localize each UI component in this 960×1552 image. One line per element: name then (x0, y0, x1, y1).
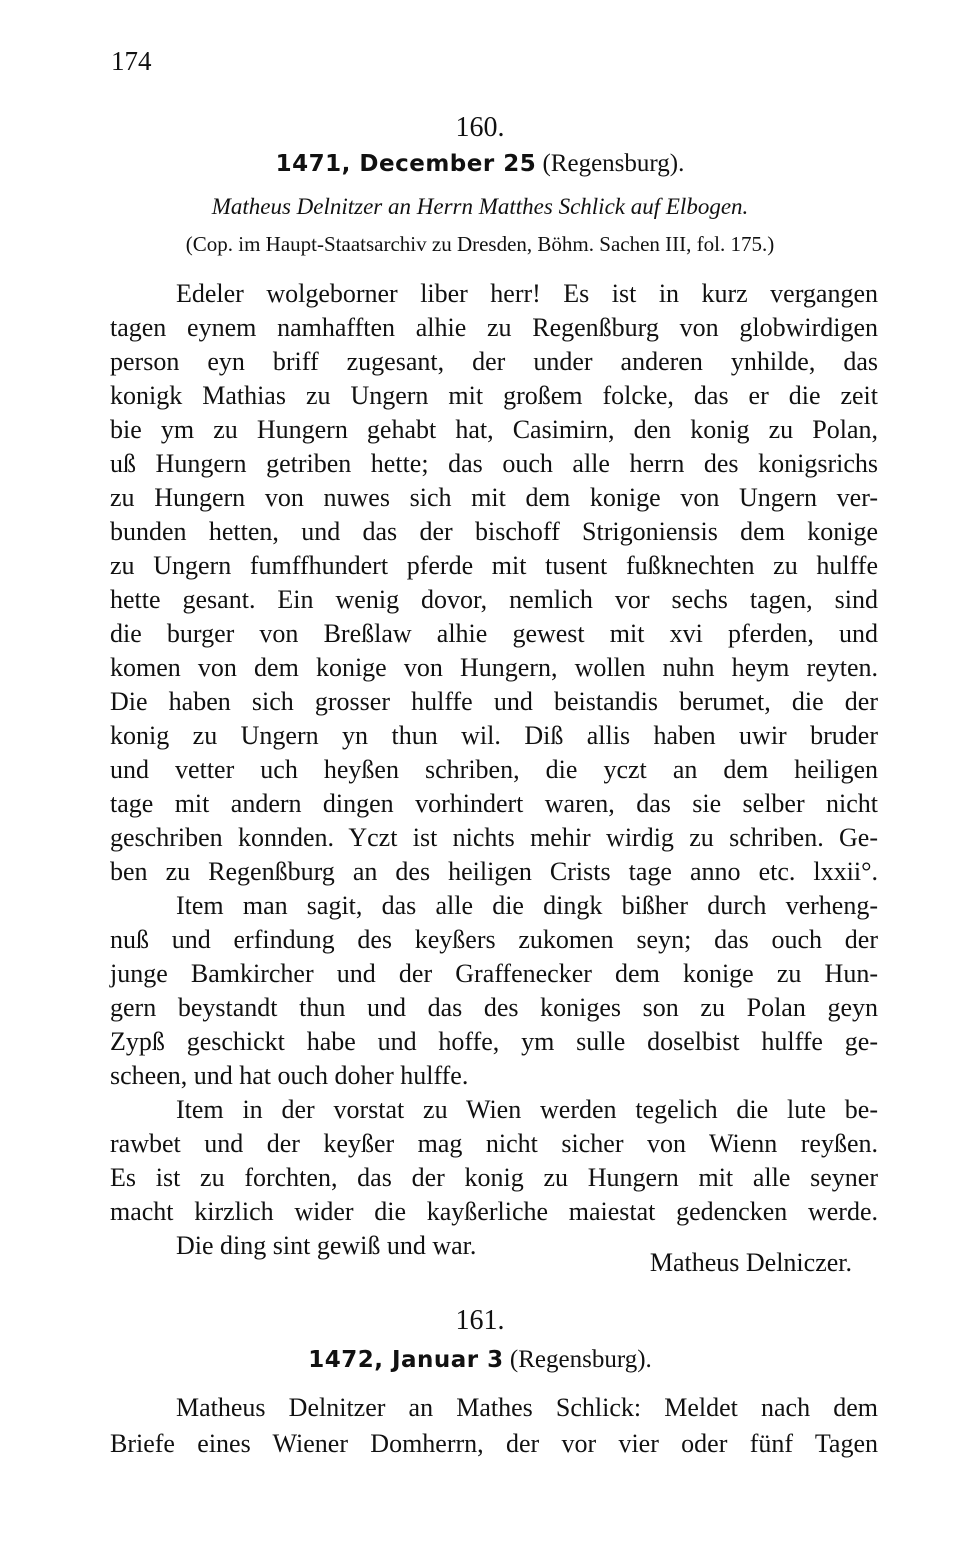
text-line: konig zu Ungern yn thun wil. Diß allis haben uwir bruder (110, 721, 878, 750)
document-date-160: 1471, December 25 (275, 151, 537, 177)
text-line: Zypß geschickt habe und hoffe, ym sulle doselbist hulffe ge- (110, 1027, 878, 1056)
text-line: konigk Mathias zu Ungern mit großem folcke, das er die zeit (110, 381, 878, 410)
document-dateline-160 (0, 150, 960, 178)
text-line: zu Ungern fumffhundert pferde mit tusent fußknechten zu hulffe (110, 551, 878, 580)
text-line: gern beystandt thun und das des koniges son zu Polan geyn (110, 993, 878, 1022)
text-line: nuß und erfindung des keyßers zukomen seyn; das ouch der (110, 925, 878, 954)
document-number-161: 161. (455, 1305, 505, 1336)
text-line: Edeler wolgeborner liber herr! Es ist in kurz vergangen (176, 279, 878, 308)
text-line: person eyn briff zugesant, der under anderen ynhilde, das (110, 347, 878, 376)
text-line: zu Hungern von nuwes sich mit dem konige von Ungern ver- (110, 483, 878, 512)
document-body-160 (110, 277, 878, 1263)
text-line: bie ym zu Hungern gehabt hat, Casimirn, den konig zu Polan, (110, 415, 878, 444)
text-line: Die haben sich grosser hulffe und beistandis berumet, die der (110, 687, 878, 716)
text-line: tagen eynem namhafften alhie zu Regenßburg von globwirdigen (110, 313, 878, 342)
text-line: und vetter uch heyßen schriben, die yczt an dem heiligen (110, 755, 878, 784)
text-line: uß Hungern getriben hette; das ouch alle herrn des konigsrichs (110, 449, 878, 478)
signature-160: Matheus Delniczer. (649, 1248, 852, 1277)
text-line: Es ist zu forchten, das der konig zu Hungern mit alle seyner (110, 1163, 878, 1192)
text-line: Matheus Delnitzer an Mathes Schlick: Meldet nach dem (176, 1393, 878, 1422)
text-line: rawbet und der keyßer mag nicht sicher von Wienn reyßen. (110, 1129, 878, 1158)
text-line: Briefe eines Wiener Domherrn, der vor vier oder fünf Tagen (110, 1429, 878, 1458)
text-line: bunden hetten, und das der bischoff Strigoniensis dem konige (110, 517, 878, 546)
document-source-160: (Cop. im Haupt-Staatsarchiv zu Dresden, Böhm. Sachen III, fol. 175.) (185, 232, 775, 256)
text-line: geschriben konnden. Yczt ist nichts mehir wirdig zu schriben. Ge- (110, 823, 878, 852)
document-header-160: Matheus Delnitzer an Herrn Matthes Schlick auf Elbogen. (211, 194, 749, 219)
document-place-160: (Regensburg). (542, 150, 685, 177)
text-line: komen von dem konige von Hungern, wollen nuhn heym reyten. (110, 653, 878, 682)
document-date-161: 1472, Januar 3 (308, 1347, 504, 1373)
text-line: die burger von Breßlaw alhie gewest mit xvi pferden, und (110, 619, 878, 648)
text-line: Item man sagit, das alle die dingk bißher durch verheng- (176, 891, 878, 920)
text-line: hette gesant. Ein wenig dovor, nemlich vor sechs tagen, sind (110, 585, 878, 614)
text-line: macht kirzlich wider die kayßerliche maiestat gedencken werde. (110, 1197, 878, 1226)
document-dateline-161 (0, 1346, 960, 1374)
text-line: tage mit andern dingen vorhindert waren, das sie selber nicht (110, 789, 878, 818)
document-summary-161 (110, 1390, 878, 1462)
text-line: Die ding sint gewiß und war. (176, 1231, 477, 1260)
page-number: 174 (111, 46, 152, 76)
text-line: Item in der vorstat zu Wien werden tegelich die lute be- (176, 1095, 878, 1124)
text-line: ben zu Regenßburg an des heiligen Crists tage anno etc. lxxii°. (110, 857, 878, 886)
document-number-160: 160. (455, 112, 505, 143)
text-line: scheen, und hat ouch doher hulffe. (110, 1061, 469, 1090)
text-line: junge Bamkircher und der Graffenecker dem konige zu Hun- (110, 959, 878, 988)
document-place-161: (Regensburg). (509, 1346, 652, 1373)
